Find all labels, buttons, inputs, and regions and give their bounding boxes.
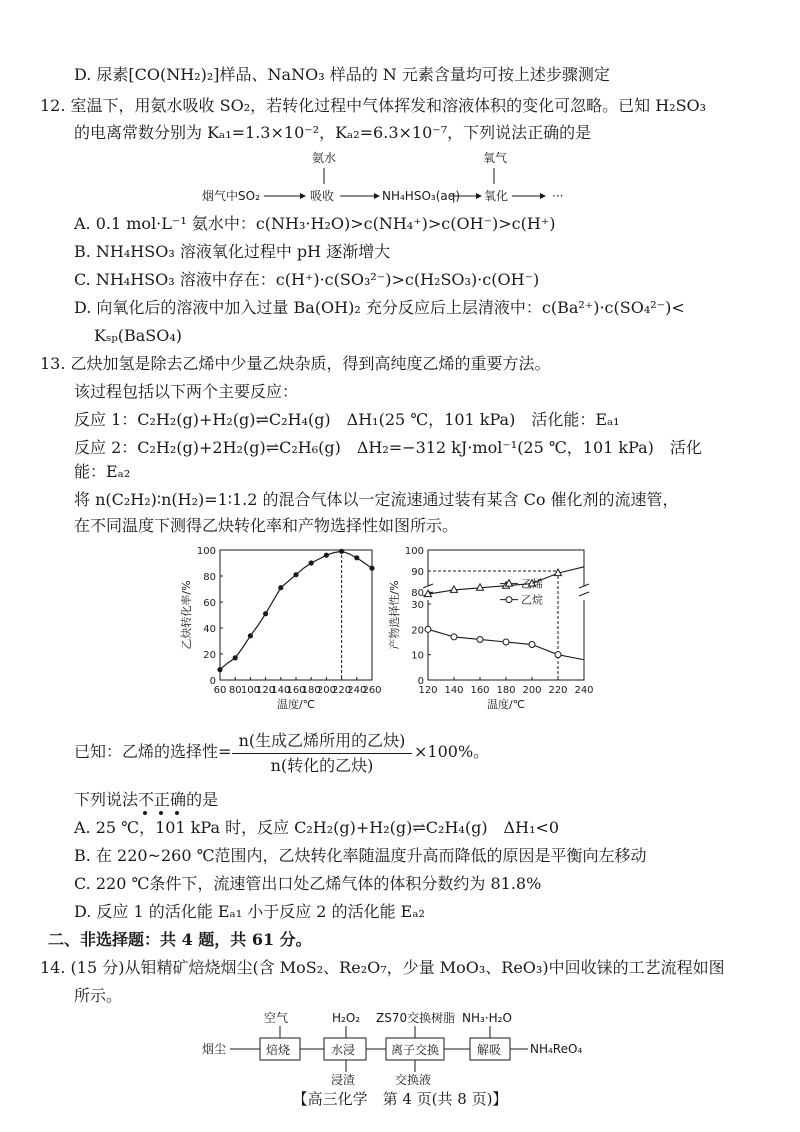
y-tick-label: 0 xyxy=(417,676,424,687)
page-footer: 【高三化学 第 4 页(共 8 页)】 xyxy=(292,1090,508,1108)
conversion-point xyxy=(233,655,238,660)
input-air: 空气 xyxy=(264,1011,289,1025)
flow-node-flue-so2: 烟气中SO₂ xyxy=(202,189,260,203)
y-axis-label: 乙炔转化率/% xyxy=(180,580,193,650)
selectivity-fraction xyxy=(232,730,412,777)
product-nh4reo4: NH₄ReO₄ xyxy=(530,1042,583,1056)
y-tick-label: 100 xyxy=(404,546,424,557)
flow-node-absorb: 吸收 xyxy=(310,189,335,203)
y-tick-label: 0 xyxy=(209,676,216,687)
emph-char-3: 确 xyxy=(170,790,186,809)
q13-reaction-1: 反应 1：C₂H₂(g)+H₂(g)⇌C₂H₄(g) ΔH₁(25 ℃，101 kPa) 活化能：Eₐ₁ xyxy=(74,410,620,429)
step-ion-exchange: 离子交换 xyxy=(391,1043,440,1057)
q13-known-suffix: ×100%。 xyxy=(414,742,490,761)
q12-option-c: C. NH₄HSO₃ 溶液中存在：c(H⁺)·c(SO₃²⁻)>c(H₂SO₃)·c(OH⁻) xyxy=(74,270,540,289)
section-2-heading: 二、非选择题：共 4 题，共 61 分。 xyxy=(48,930,312,949)
conversion-point xyxy=(217,667,222,672)
x-tick-label: 120 xyxy=(256,685,276,696)
ask-prefix: 下列说法 xyxy=(74,790,139,809)
plot-frame xyxy=(428,550,584,680)
acetylene-conversion-chart xyxy=(176,540,386,720)
input-h2o2: H₂O₂ xyxy=(332,1011,361,1025)
product-selectivity-chart xyxy=(388,540,594,720)
q13-option-c: C. 220 ℃条件下，流速管出口处乙烯气体的体积分数约为 81.8% xyxy=(74,874,542,893)
flow-node-ellipsis: ··· xyxy=(552,189,564,203)
x-tick-label: 180 xyxy=(301,685,321,696)
step-leach: 水浸 xyxy=(331,1043,356,1057)
x-tick-label: 200 xyxy=(522,685,542,696)
ethane-point xyxy=(529,642,535,648)
x-axis-label: 温度/℃ xyxy=(486,698,526,711)
ethane-point xyxy=(477,636,483,642)
x-tick-label: 140 xyxy=(444,685,464,696)
x-axis-label: 温度/℃ xyxy=(276,698,316,711)
conversion-point xyxy=(369,566,374,571)
legend-ethane-marker xyxy=(506,597,512,603)
q11-option-d: D. 尿素[CO(NH₂)₂]样品、NaNO₃ 样品的 N 元素含量均可按上述步骤测定 xyxy=(74,65,610,84)
conversion-point xyxy=(263,611,268,616)
y-tick-label: 20 xyxy=(411,625,424,637)
flow-node-nh4hso3: NH₄HSO₃(aq) xyxy=(382,189,461,203)
q12-option-a: A. 0.1 mol·L⁻¹ 氨水中：c(NH₃·H₂O)>c(NH₄⁺)>c(OH⁻)>c(H⁺) xyxy=(74,214,556,233)
fraction-numerator: n(生成乙烯所用的乙炔) xyxy=(238,731,406,750)
conversion-point xyxy=(309,560,314,565)
q14-stem-2: 所示。 xyxy=(74,986,123,1005)
y-tick-label: 80 xyxy=(203,572,216,583)
emph-char-2: 正 xyxy=(154,790,170,809)
legend-ethane-label: 乙烷 xyxy=(521,593,543,607)
y-tick-label: 100 xyxy=(196,546,216,557)
q14-process-flow xyxy=(200,1010,620,1085)
conversion-point xyxy=(354,555,359,560)
q12-stem-1: 12. 室温下，用氨水吸收 SO₂，若转化过程中气体挥发和溶液体积的变化可忽略。已知 H₂SO₃ xyxy=(40,96,707,115)
q13-ask xyxy=(74,789,218,811)
q12-option-b: B. NH₄HSO₃ 溶液氧化过程中 pH 逐渐增大 xyxy=(74,242,391,261)
step-roast: 焙烧 xyxy=(266,1043,291,1057)
x-tick-label: 220 xyxy=(548,685,568,696)
plot-frame xyxy=(220,550,372,680)
flow-node-oxidize: 氧化 xyxy=(484,189,509,203)
x-tick-label: 100 xyxy=(240,685,260,696)
conversion-point xyxy=(248,633,253,638)
conversion-line xyxy=(220,551,372,669)
q12-option-d-1: D. 向氧化后的溶液中加入过量 Ba(OH)₂ 充分反应后上层清液中：c(Ba²⁺)·c(SO₄²⁻)< xyxy=(74,298,685,317)
conversion-point xyxy=(324,553,329,558)
input-resin: ZS70交换树脂 xyxy=(376,1011,456,1025)
y-tick-label: 90 xyxy=(411,567,424,578)
ethane-point xyxy=(451,634,457,640)
ethylene-point xyxy=(451,586,458,593)
q13-para-2: 在不同温度下测得乙炔转化率和产物选择性如图所示。 xyxy=(74,516,459,535)
ethane-point xyxy=(503,639,509,645)
q13-stem-1: 13. 乙炔加氢是除去乙烯中少量乙炔杂质，得到高纯度乙烯的重要方法。 xyxy=(40,354,551,373)
q13-reaction-2a: 反应 2：C₂H₂(g)+2H₂(g)⇌C₂H₆(g) ΔH₂=−312 kJ·mol⁻¹(25 ℃，101 kPa) 活化 xyxy=(74,438,702,457)
ethane-point xyxy=(425,626,431,632)
q13-stem-2: 该过程包括以下两个主要反应： xyxy=(74,382,299,401)
conversion-point xyxy=(339,549,344,554)
ask-suffix: 的是 xyxy=(186,790,219,809)
x-tick-label: 160 xyxy=(470,685,490,696)
x-tick-label: 160 xyxy=(286,685,306,696)
fraction-denominator: n(转化的乙炔) xyxy=(270,756,374,775)
ethylene-point xyxy=(477,584,484,591)
x-tick-label: 200 xyxy=(316,685,336,696)
q13-option-b: B. 在 220~260 ℃范围内，乙炔转化率随温度升高而降低的原因是平衡向左移动 xyxy=(74,846,647,865)
y-tick-label: 40 xyxy=(203,624,216,635)
x-tick-label: 220 xyxy=(332,685,352,696)
y-tick-label: 10 xyxy=(411,650,424,662)
y-tick-label: 30 xyxy=(411,600,424,611)
conversion-point xyxy=(278,585,283,590)
conversion-point xyxy=(293,572,298,577)
ethane-point xyxy=(555,652,561,658)
x-tick-label: 60 xyxy=(213,685,227,696)
legend-ethylene-label: 乙烯 xyxy=(521,577,543,591)
input-ammonia: NH₃·H₂O xyxy=(462,1011,512,1025)
emph-char-1: 不 xyxy=(138,790,154,809)
q14-stem-1: 14. (15 分)从钼精矿焙烧烟尘(含 MoS₂、Re₂O₇，少量 MoO₃、ReO₃)中回收铼的工艺流程如图 xyxy=(40,958,725,977)
step-desorb: 解吸 xyxy=(477,1043,502,1057)
q13-para-1: 将 n(C₂H₂)∶n(H₂)=1∶1.2 的混合气体以一定流速通过装有某含 Co 催化剂的流速管， xyxy=(74,490,679,509)
q13-option-a: A. 25 ℃，101 kPa 时，反应 C₂H₂(g)+H₂(g)⇌C₂H₄(g) ΔH₁<0 xyxy=(74,818,560,837)
y-axis-label: 产物选择性/% xyxy=(388,580,401,650)
y-tick-label: 20 xyxy=(203,650,216,661)
x-tick-label: 260 xyxy=(362,685,382,696)
output-exchange-liquid: 交换液 xyxy=(395,1073,432,1085)
x-tick-label: 240 xyxy=(574,685,594,696)
x-tick-label: 140 xyxy=(271,685,291,696)
q12-option-d-2: Kₛₚ(BaSO₄) xyxy=(94,326,183,345)
output-residue: 浸渣 xyxy=(331,1073,356,1085)
y-tick-label: 60 xyxy=(203,598,216,609)
x-tick-label: 80 xyxy=(228,685,242,696)
q13-option-d: D. 反应 1 的活化能 Eₐ₁ 小于反应 2 的活化能 Eₐ₂ xyxy=(74,902,425,921)
x-tick-label: 120 xyxy=(418,685,438,696)
start-dust: 烟尘 xyxy=(202,1042,227,1056)
q13-known-prefix: 已知：乙烯的选择性= xyxy=(74,742,232,761)
y-tick-label: 80 xyxy=(411,588,424,599)
q13-reaction-2b: 能：Eₐ₂ xyxy=(74,462,131,481)
q12-stem-2: 的电离常数分别为 Kₐ₁=1.3×10⁻²，Kₐ₂=6.3×10⁻⁷，下列说法正确的是 xyxy=(74,123,592,142)
x-tick-label: 240 xyxy=(347,685,367,696)
flow-label-ammonia: 氨水 xyxy=(312,151,337,165)
q12-flow-diagram xyxy=(200,148,620,210)
flow-label-oxygen: 氧气 xyxy=(483,151,508,165)
x-tick-label: 180 xyxy=(496,685,516,696)
